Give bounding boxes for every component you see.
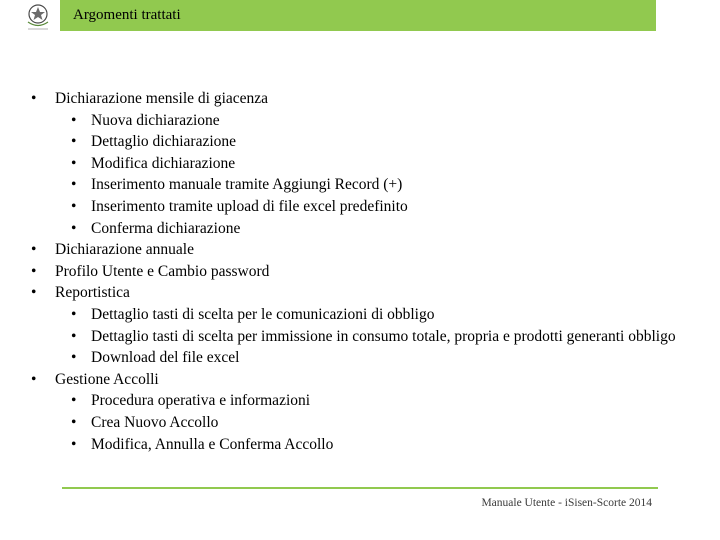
bullet-icon: • — [71, 413, 77, 431]
slide-title: Argomenti trattati — [73, 7, 181, 23]
item-text: Inserimento tramite upload di file excel predefinito — [91, 197, 408, 215]
subtopic-item — [0, 174, 680, 196]
item-text: Dichiarazione mensile di giacenza — [55, 90, 269, 107]
item-text: Dichiarazione annuale — [55, 241, 194, 259]
subtopic-item — [0, 153, 680, 175]
bullet-icon: • — [71, 219, 77, 237]
bullet-icon: • — [71, 176, 77, 194]
topic-item — [0, 369, 680, 391]
bullet-icon: • — [71, 327, 77, 345]
subtopic-item — [0, 347, 680, 369]
bullet-icon: • — [31, 284, 37, 302]
topic-item — [0, 261, 680, 283]
subtopic-item — [0, 326, 680, 348]
topic-item — [0, 239, 680, 261]
item-text: Download del file excel — [91, 349, 240, 367]
topic-list — [0, 88, 680, 455]
bullet-icon: • — [71, 197, 77, 215]
subtopic-item — [0, 110, 680, 132]
bullet-icon: • — [71, 435, 77, 453]
subtopic-item — [0, 218, 680, 240]
item-text: Procedura operativa e informazioni — [91, 392, 311, 410]
subtopic-item — [0, 434, 680, 456]
bullet-icon: • — [71, 133, 77, 151]
item-text: Dettaglio tasti di scelta per immissione in consumo totale, propria e prodotti generanti obbligo — [91, 327, 676, 345]
item-text: Modifica, Annulla e Conferma Accollo — [91, 435, 334, 453]
footer-divider — [62, 487, 658, 489]
topic-item — [0, 88, 680, 110]
bullet-icon: • — [31, 262, 37, 280]
subtopic-item — [0, 196, 680, 218]
item-text: Dettaglio dichiarazione — [91, 133, 237, 151]
bullet-icon: • — [71, 305, 77, 323]
footer-caption: Manuale Utente - iSisen-Scorte 2014 — [481, 497, 652, 509]
item-text: Dettaglio tasti di scelta per le comunicazioni di obbligo — [91, 305, 435, 323]
item-text: Modifica dichiarazione — [91, 154, 236, 172]
item-text: Inserimento manuale tramite Aggiungi Record (+) — [91, 176, 403, 194]
subtopic-item — [0, 304, 680, 326]
bullet-icon: • — [71, 349, 77, 367]
bullet-icon: • — [71, 392, 77, 410]
subtopic-item — [0, 390, 680, 412]
bullet-icon: • — [31, 241, 37, 259]
item-text: Conferma dichiarazione — [91, 219, 241, 237]
item-text: Nuova dichiarazione — [91, 111, 220, 129]
italian-republic-emblem-icon — [22, 2, 54, 32]
item-text: Gestione Accolli — [55, 370, 159, 388]
subtopic-item — [0, 131, 680, 153]
item-text: Profilo Utente e Cambio password — [55, 262, 270, 280]
bullet-icon: • — [71, 154, 77, 172]
bullet-icon: • — [31, 90, 37, 107]
topic-item — [0, 282, 680, 304]
bullet-icon: • — [31, 370, 37, 388]
item-text: Crea Nuovo Accollo — [91, 413, 219, 431]
subtopic-item — [0, 412, 680, 434]
item-text: Reportistica — [55, 284, 130, 302]
bullet-icon: • — [71, 111, 77, 129]
